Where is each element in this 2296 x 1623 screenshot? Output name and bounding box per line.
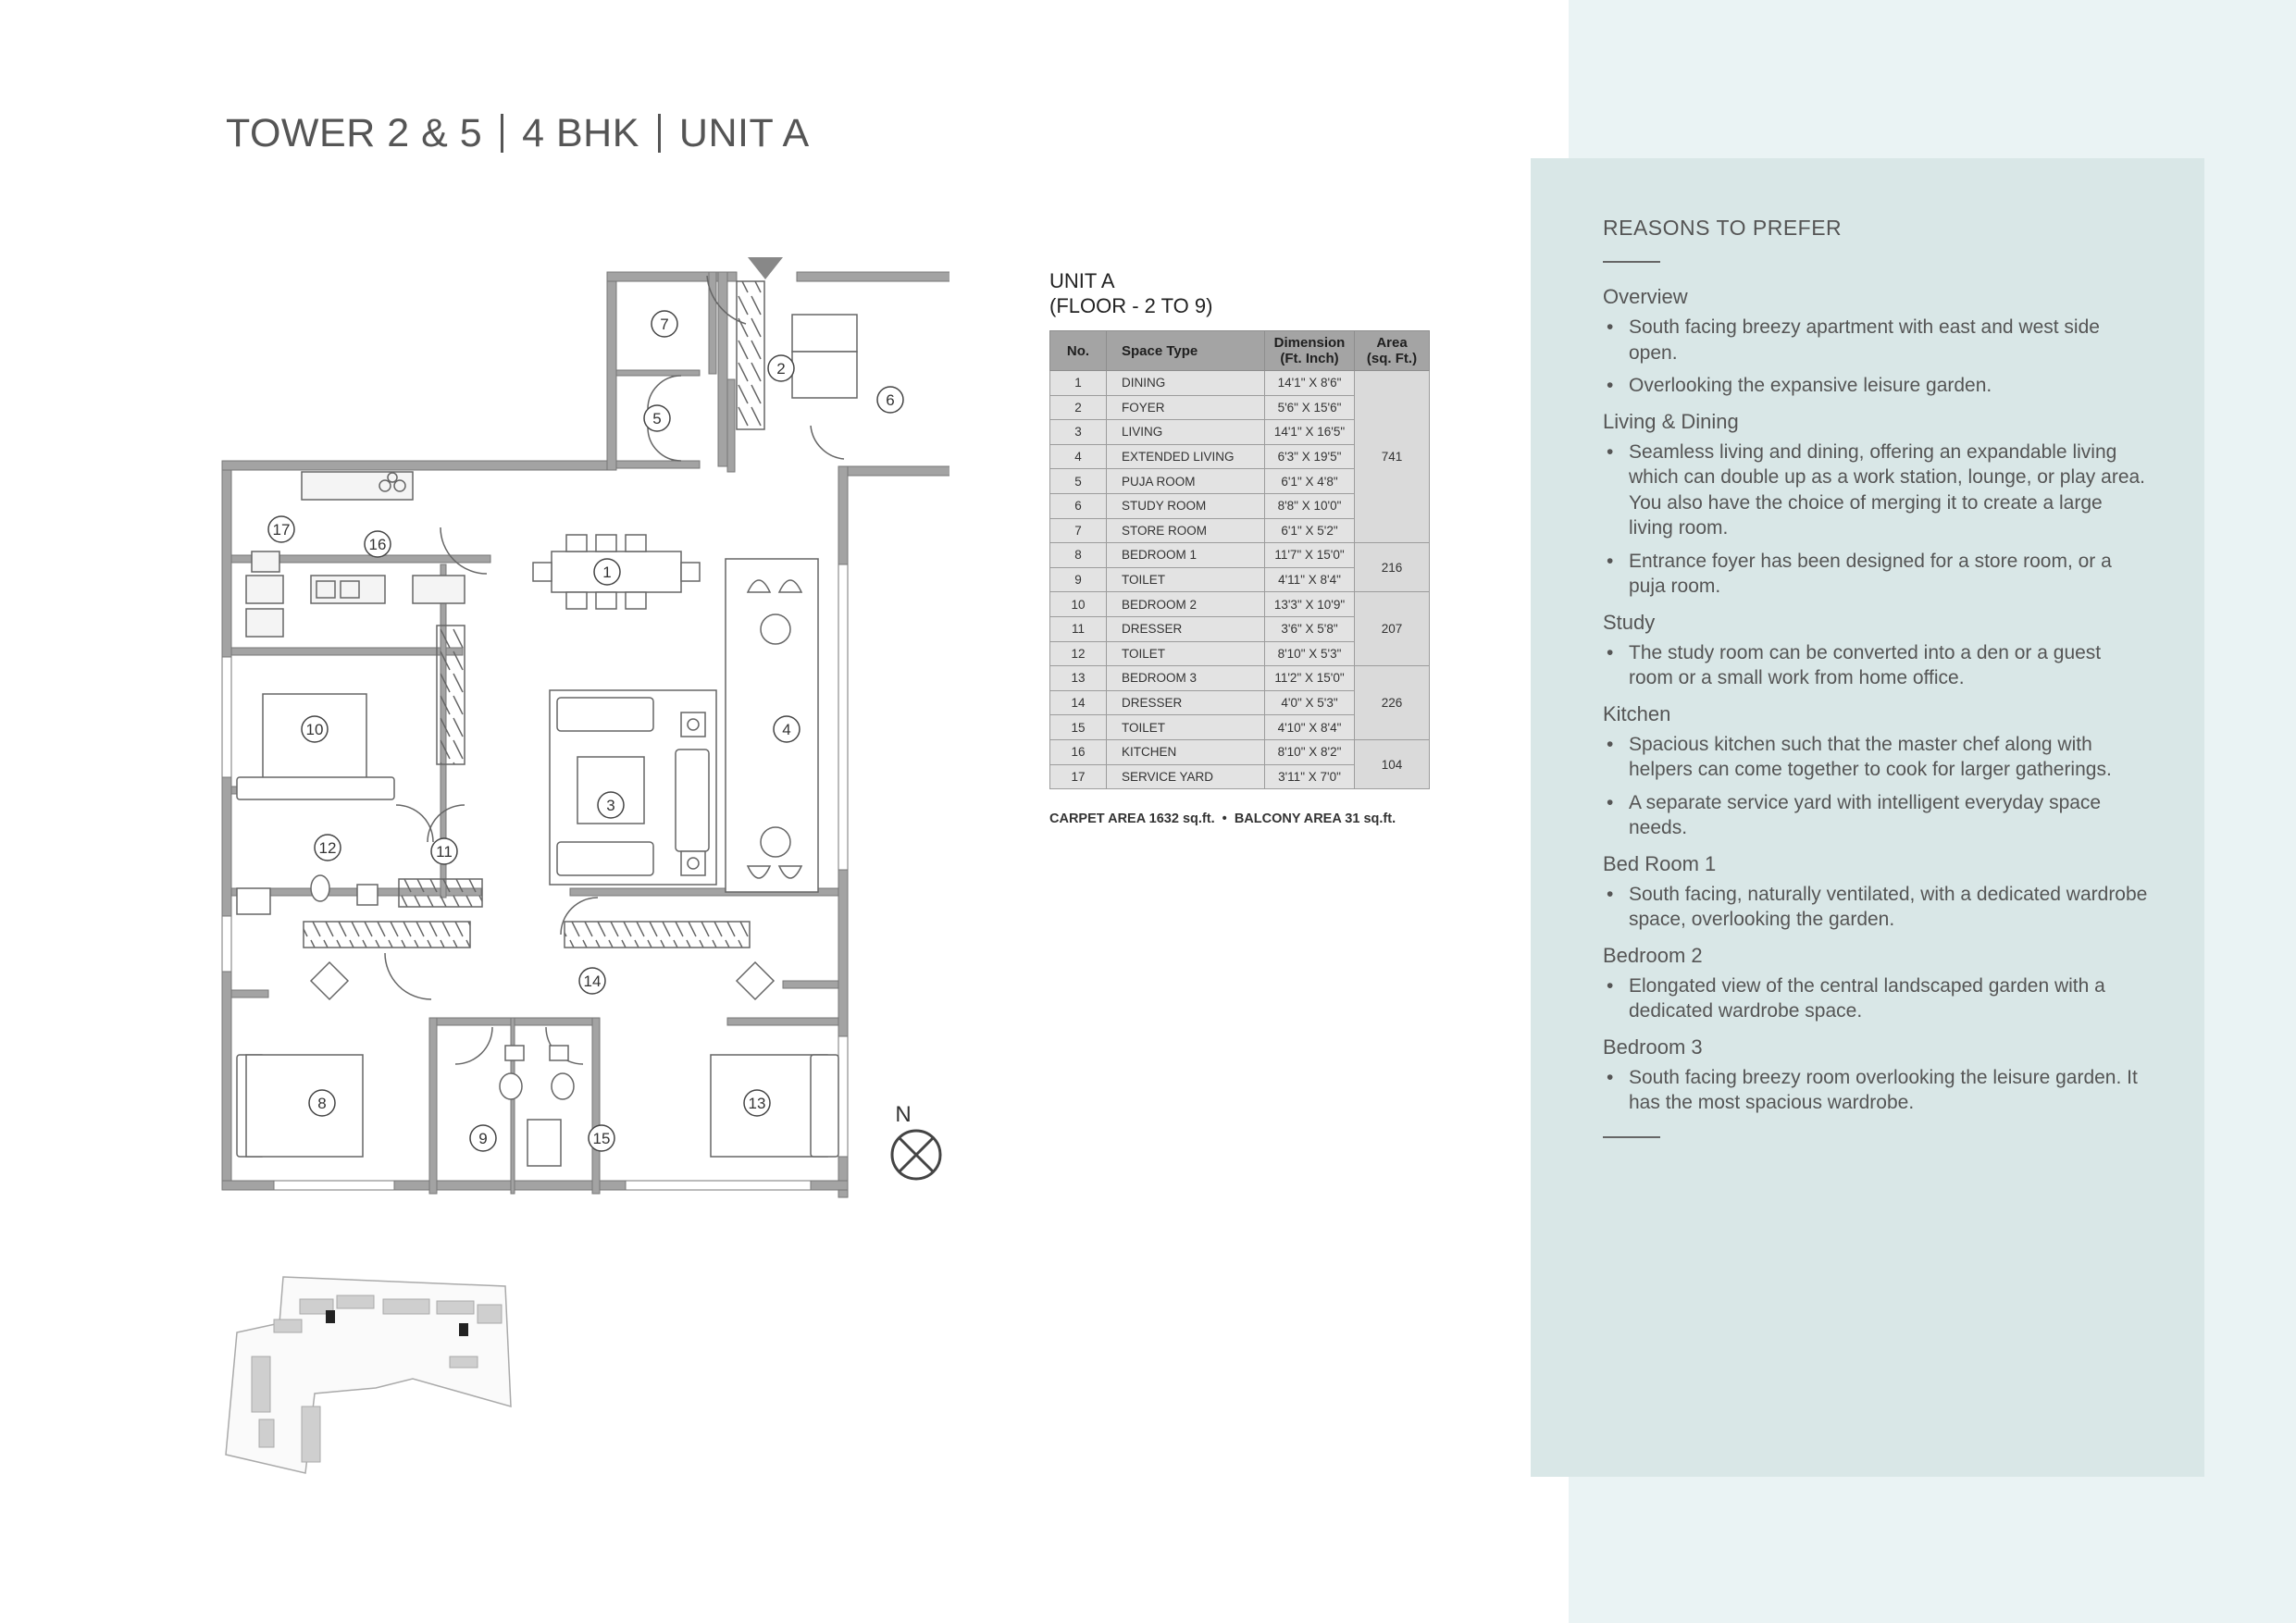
table-row bbox=[1050, 592, 1430, 617]
table-row bbox=[1050, 543, 1430, 568]
bullet-point: • South facing breezy apartment with east and west side open. bbox=[1603, 315, 2149, 365]
unit-marker bbox=[326, 1310, 335, 1323]
cell-dimension: 14'1" X 16'5" bbox=[1265, 420, 1355, 445]
bullet-point: • Overlooking the expansive leisure garden. bbox=[1603, 373, 2149, 399]
cell-no: 8 bbox=[1050, 543, 1107, 568]
svg-text:14: 14 bbox=[583, 973, 602, 990]
svg-text:3: 3 bbox=[606, 797, 615, 814]
reasons-content bbox=[1603, 216, 2149, 1160]
living-furniture bbox=[550, 690, 716, 885]
svg-text:1: 1 bbox=[602, 564, 612, 581]
cell-dimension: 14'1" X 8'6" bbox=[1265, 371, 1355, 396]
cell-dimension: 4'11" X 8'4" bbox=[1265, 567, 1355, 592]
room-label-15 bbox=[589, 1125, 614, 1151]
table-header-row bbox=[1050, 331, 1430, 371]
cell-dimension: 11'2" X 15'0" bbox=[1265, 666, 1355, 691]
cell-space-type: PUJA ROOM bbox=[1107, 469, 1265, 494]
cell-no: 9 bbox=[1050, 567, 1107, 592]
svg-text:11: 11 bbox=[436, 843, 453, 861]
cell-no: 13 bbox=[1050, 666, 1107, 691]
table-row bbox=[1050, 371, 1430, 396]
unit-heading bbox=[1049, 268, 1212, 318]
svg-text:13: 13 bbox=[748, 1095, 766, 1112]
svg-text:7: 7 bbox=[660, 316, 669, 333]
cell-space-type: DINING bbox=[1107, 371, 1265, 396]
cell-space-type: BEDROOM 2 bbox=[1107, 592, 1265, 617]
reasons-title: REASONS TO PREFER bbox=[1603, 216, 1843, 240]
room-label-12 bbox=[315, 835, 341, 861]
cell-area: 104 bbox=[1355, 739, 1430, 788]
cell-no: 15 bbox=[1050, 715, 1107, 740]
cell-space-type: BEDROOM 3 bbox=[1107, 666, 1265, 691]
col-no: No. bbox=[1050, 331, 1107, 371]
cell-space-type: STUDY ROOM bbox=[1107, 493, 1265, 518]
cell-no: 5 bbox=[1050, 469, 1107, 494]
title-unit: UNIT A bbox=[678, 111, 810, 155]
cell-no: 4 bbox=[1050, 444, 1107, 469]
room-label-7 bbox=[652, 311, 677, 337]
reasons-sections bbox=[1603, 285, 2149, 1116]
cell-dimension: 5'6" X 15'6" bbox=[1265, 395, 1355, 420]
cell-no: 2 bbox=[1050, 395, 1107, 420]
room-label-11 bbox=[431, 838, 457, 864]
cell-dimension: 6'1" X 4'8" bbox=[1265, 469, 1355, 494]
col-space-type: Space Type bbox=[1107, 331, 1265, 371]
room-label-1 bbox=[594, 559, 620, 585]
svg-text:N: N bbox=[895, 1102, 912, 1127]
svg-text:15: 15 bbox=[592, 1130, 611, 1147]
section-heading: Kitchen bbox=[1603, 701, 1671, 725]
svg-text:4: 4 bbox=[782, 721, 791, 738]
svg-text:12: 12 bbox=[318, 839, 337, 857]
cell-no: 14 bbox=[1050, 690, 1107, 715]
section-heading: Study bbox=[1603, 610, 1656, 634]
cell-no: 11 bbox=[1050, 616, 1107, 641]
unit-marker bbox=[459, 1323, 468, 1336]
room-label-16 bbox=[365, 531, 391, 557]
balcony-area: BALCONY AREA 31 sq.ft. bbox=[1234, 812, 1396, 826]
cell-space-type: TOILET bbox=[1107, 715, 1265, 740]
bottom-rule bbox=[1603, 1136, 1660, 1138]
cell-space-type: STORE ROOM bbox=[1107, 518, 1265, 543]
svg-text:10: 10 bbox=[305, 721, 324, 738]
cell-space-type: EXTENDED LIVING bbox=[1107, 444, 1265, 469]
svg-text:8: 8 bbox=[317, 1095, 327, 1112]
col-area: Area (sq. Ft.) bbox=[1355, 331, 1430, 371]
svg-text:5: 5 bbox=[652, 410, 662, 427]
bullet-point: • Seamless living and dining, offering an expandable living which can double up as a work station, lounge, or play area. You also have the choice of merging it to create a large living room. bbox=[1603, 440, 2149, 541]
cell-dimension: 4'10" X 8'4" bbox=[1265, 715, 1355, 740]
cell-space-type: LIVING bbox=[1107, 420, 1265, 445]
bullet-point: • Entrance foyer has been designed for a store room, or a puja room. bbox=[1603, 549, 2149, 600]
area-footnote bbox=[1049, 812, 1396, 826]
section-points bbox=[1603, 973, 2149, 1024]
cell-dimension: 6'1" X 5'2" bbox=[1265, 518, 1355, 543]
unit-floors: (FLOOR - 2 TO 9) bbox=[1049, 294, 1213, 317]
room-label-9 bbox=[470, 1125, 496, 1151]
bullet-point: • Spacious kitchen such that the master chef along with helpers can come together to cook for larger gatherings. bbox=[1603, 732, 2149, 783]
svg-text:2: 2 bbox=[776, 360, 786, 378]
bullet-point: • The study room can be converted into a den or a guest room or a small work from home office. bbox=[1603, 640, 2149, 691]
room-label-14 bbox=[579, 968, 605, 994]
title-bhk: 4 BHK bbox=[522, 111, 639, 155]
bullet-point: • Elongated view of the central landscaped garden with a dedicated wardrobe space. bbox=[1603, 973, 2149, 1024]
cell-dimension: 13'3" X 10'9" bbox=[1265, 592, 1355, 617]
cell-area: 741 bbox=[1355, 371, 1430, 543]
cell-area: 207 bbox=[1355, 592, 1430, 666]
cell-space-type: TOILET bbox=[1107, 567, 1265, 592]
svg-text:16: 16 bbox=[368, 536, 387, 553]
cell-no: 16 bbox=[1050, 739, 1107, 764]
table-row bbox=[1050, 739, 1430, 764]
bullet-point: • South facing, naturally ventilated, with a dedicated wardrobe space, overlooking the garden. bbox=[1603, 882, 2149, 933]
entry-arrow bbox=[748, 257, 783, 279]
cell-area: 226 bbox=[1355, 666, 1430, 740]
cell-space-type: BEDROOM 1 bbox=[1107, 543, 1265, 568]
room-label-3 bbox=[598, 792, 624, 818]
room-label-6 bbox=[877, 387, 903, 413]
cell-space-type: TOILET bbox=[1107, 641, 1265, 666]
bullet-point: • South facing breezy room overlooking the leisure garden. It has the most spacious wardrobe. bbox=[1603, 1065, 2149, 1116]
room-label-17 bbox=[268, 516, 294, 542]
cell-dimension: 6'3" X 19'5" bbox=[1265, 444, 1355, 469]
title-rule bbox=[1603, 261, 1660, 263]
cell-no: 1 bbox=[1050, 371, 1107, 396]
svg-text:17: 17 bbox=[272, 521, 291, 539]
section-heading: Bedroom 3 bbox=[1603, 1035, 1703, 1059]
section-heading: Bedroom 2 bbox=[1603, 943, 1703, 967]
col-dimension: Dimension (Ft. Inch) bbox=[1265, 331, 1355, 371]
svg-text:9: 9 bbox=[478, 1130, 488, 1147]
title-separator bbox=[501, 114, 503, 153]
room-label-4 bbox=[774, 716, 800, 742]
cell-no: 7 bbox=[1050, 518, 1107, 543]
cell-dimension: 8'10" X 8'2" bbox=[1265, 739, 1355, 764]
cell-no: 6 bbox=[1050, 493, 1107, 518]
cell-space-type: SERVICE YARD bbox=[1107, 764, 1265, 789]
section-heading: Living & Dining bbox=[1603, 409, 1739, 433]
page-title bbox=[226, 111, 810, 156]
room-label-10 bbox=[302, 716, 328, 742]
cell-dimension: 3'6" X 5'8" bbox=[1265, 616, 1355, 641]
extended-living-furniture bbox=[726, 559, 818, 892]
section-points bbox=[1603, 732, 2149, 841]
kitchen-fixtures bbox=[246, 472, 465, 637]
cell-area: 216 bbox=[1355, 543, 1430, 592]
table-body bbox=[1050, 371, 1430, 789]
cell-space-type: DRESSER bbox=[1107, 690, 1265, 715]
svg-text:6: 6 bbox=[886, 391, 895, 409]
room-label-2 bbox=[768, 355, 794, 381]
section-points bbox=[1603, 440, 2149, 600]
bullet-point: • A separate service yard with intelligent everyday space needs. bbox=[1603, 790, 2149, 841]
cell-no: 10 bbox=[1050, 592, 1107, 617]
unit-title: UNIT A bbox=[1049, 269, 1115, 292]
north-compass bbox=[892, 1102, 940, 1179]
table-row bbox=[1050, 666, 1430, 691]
cell-space-type: DRESSER bbox=[1107, 616, 1265, 641]
cell-dimension: 11'7" X 15'0" bbox=[1265, 543, 1355, 568]
cell-space-type: KITCHEN bbox=[1107, 739, 1265, 764]
carpet-area: CARPET AREA 1632 sq.ft. bbox=[1049, 812, 1215, 826]
title-tower: TOWER 2 & 5 bbox=[226, 111, 483, 155]
cell-no: 17 bbox=[1050, 764, 1107, 789]
cell-dimension: 3'11" X 7'0" bbox=[1265, 764, 1355, 789]
cell-no: 12 bbox=[1050, 641, 1107, 666]
cell-space-type: FOYER bbox=[1107, 395, 1265, 420]
section-points bbox=[1603, 640, 2149, 691]
section-points bbox=[1603, 1065, 2149, 1116]
room-label-13 bbox=[744, 1090, 770, 1116]
cell-dimension: 8'8" X 10'0" bbox=[1265, 493, 1355, 518]
section-points bbox=[1603, 882, 2149, 933]
key-plan bbox=[218, 1268, 524, 1481]
floor-plan bbox=[218, 250, 949, 1203]
section-heading: Overview bbox=[1603, 285, 1688, 308]
bullet-separator: • bbox=[1222, 812, 1227, 826]
title-separator bbox=[658, 114, 661, 153]
area-table bbox=[1049, 330, 1430, 789]
cell-dimension: 8'10" X 5'3" bbox=[1265, 641, 1355, 666]
room-label-8 bbox=[309, 1090, 335, 1116]
cell-dimension: 4'0" X 5'3" bbox=[1265, 690, 1355, 715]
section-points bbox=[1603, 315, 2149, 399]
reasons-panel bbox=[1531, 158, 2204, 1477]
cell-no: 3 bbox=[1050, 420, 1107, 445]
room-label-5 bbox=[644, 405, 670, 431]
section-heading: Bed Room 1 bbox=[1603, 851, 1717, 875]
